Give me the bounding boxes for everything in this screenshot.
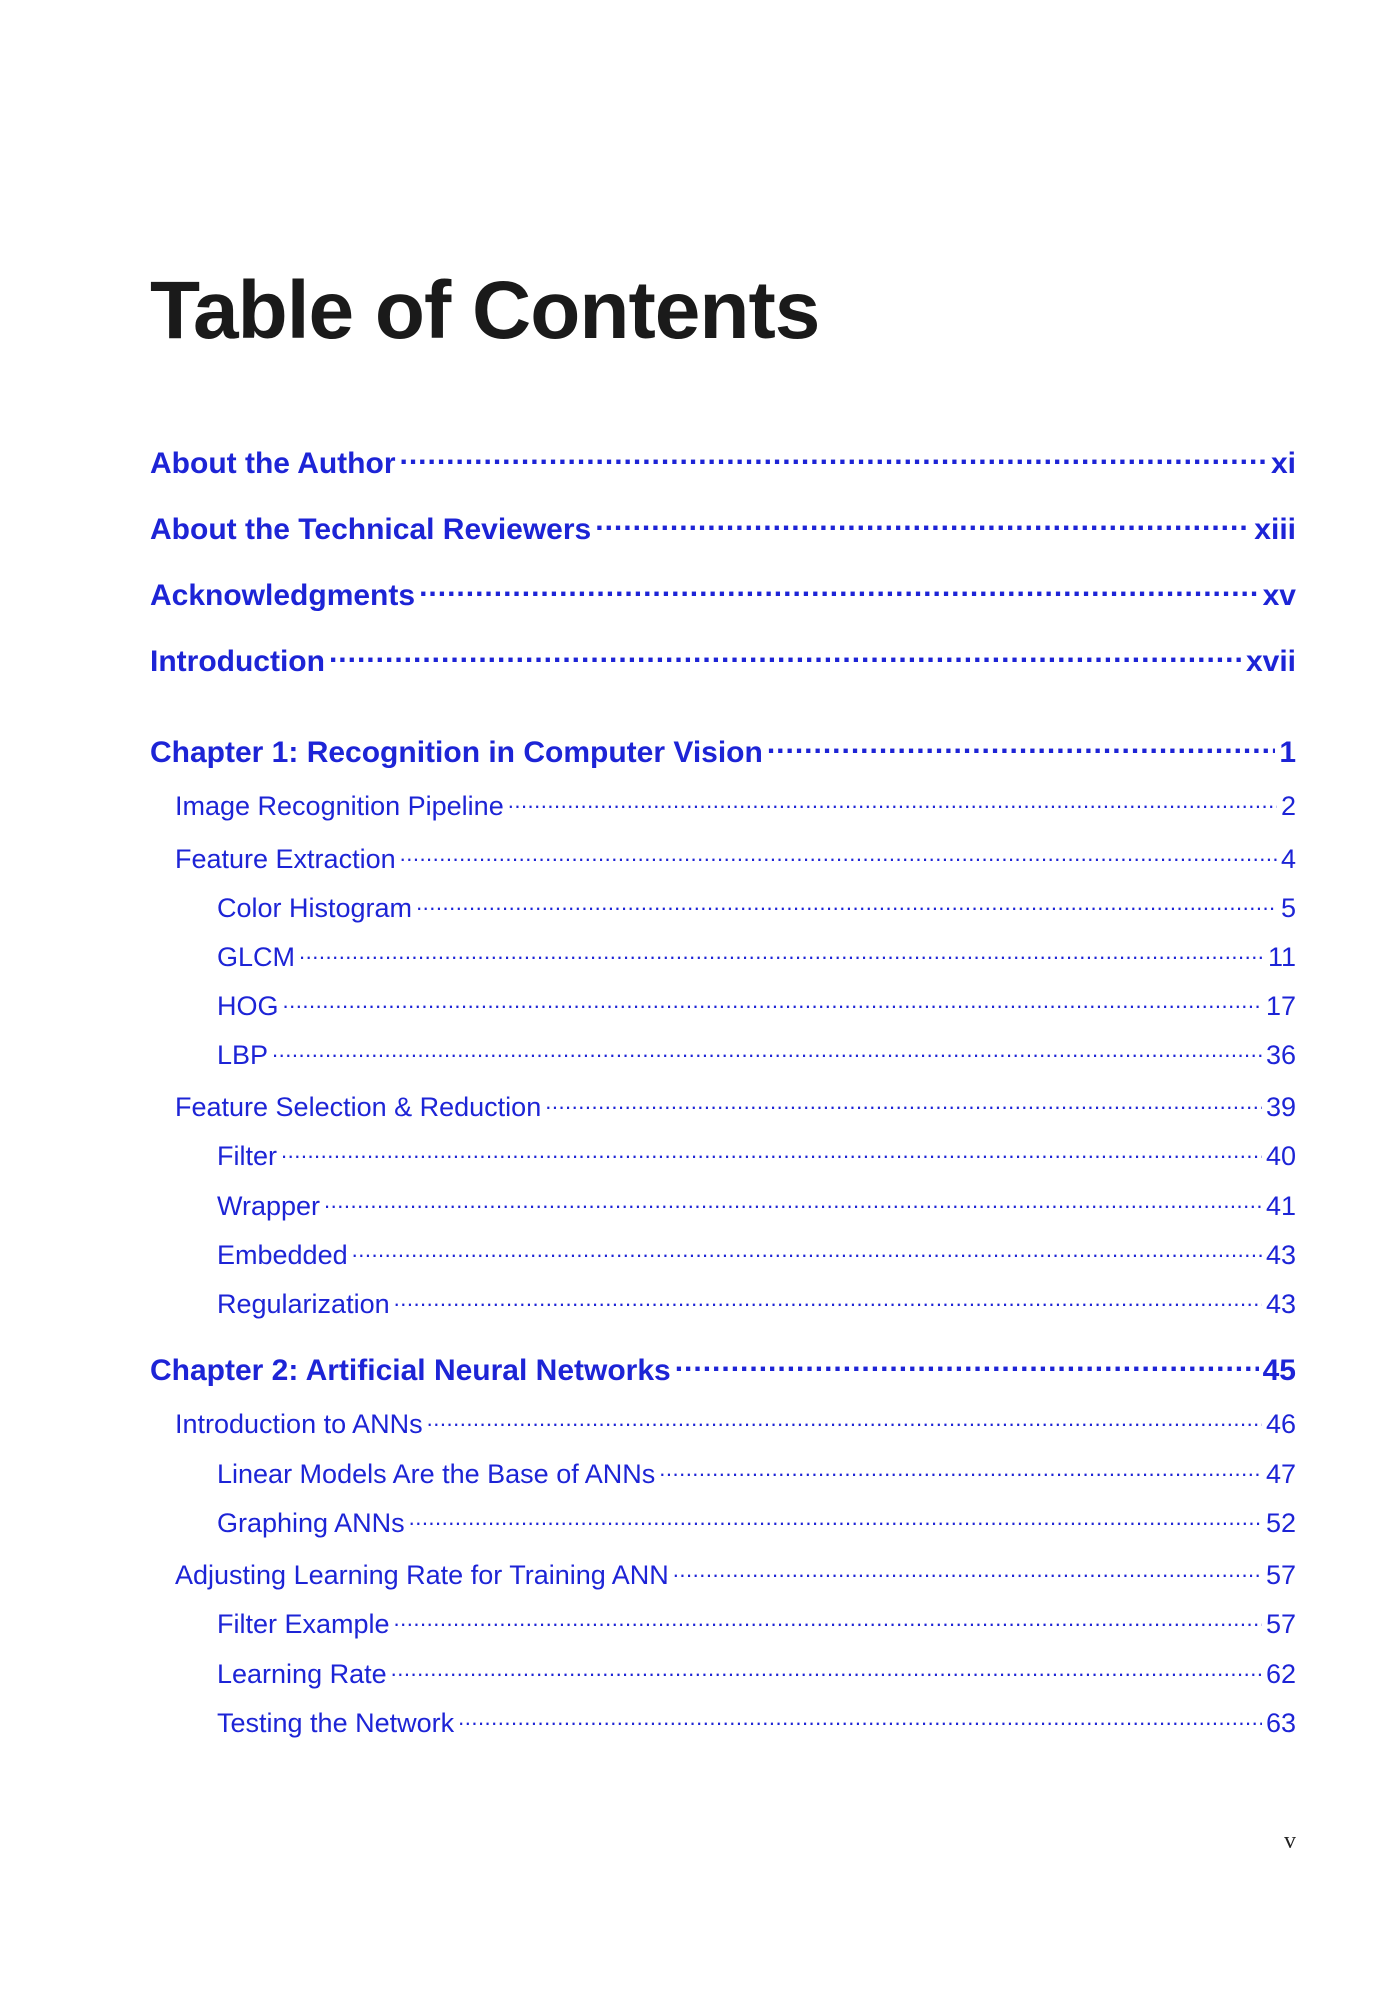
toc-entry-label: Introduction to ANNs bbox=[175, 1409, 423, 1439]
toc-entry-label: Linear Models Are the Base of ANNs bbox=[217, 1459, 656, 1489]
dot-leader bbox=[352, 1237, 1262, 1264]
toc-entry-filter[interactable] bbox=[217, 1138, 1296, 1172]
toc-entry-page: 52 bbox=[1265, 1508, 1296, 1538]
toc-entry-label: About the Author bbox=[150, 447, 396, 480]
toc-entry-page: 62 bbox=[1265, 1659, 1296, 1689]
toc-entry-color-histogram[interactable] bbox=[217, 890, 1296, 924]
toc-entry-chapter-1[interactable] bbox=[150, 732, 1296, 770]
toc-entry-introduction-to-anns[interactable] bbox=[175, 1406, 1296, 1440]
dot-leader bbox=[272, 1037, 1262, 1064]
toc-entry-label: About the Technical Reviewers bbox=[150, 513, 592, 546]
toc-entry-learning-rate[interactable] bbox=[217, 1656, 1296, 1690]
toc-entry-page: 5 bbox=[1280, 893, 1296, 923]
toc-entry-label: Feature Selection & Reduction bbox=[175, 1092, 542, 1122]
toc-entry-acknowledgments[interactable] bbox=[150, 575, 1296, 613]
toc-entry-lbp[interactable] bbox=[217, 1037, 1296, 1071]
toc-entry-label: Chapter 1: Recognition in Computer Vision bbox=[150, 736, 763, 769]
dot-leader bbox=[427, 1406, 1262, 1433]
toc-entry-about-the-author[interactable] bbox=[150, 443, 1296, 481]
dot-leader bbox=[394, 1286, 1262, 1313]
toc-entry-regularization[interactable] bbox=[217, 1286, 1296, 1320]
toc-entry-page: 43 bbox=[1265, 1289, 1296, 1319]
dot-leader bbox=[767, 732, 1275, 762]
toc-entry-label: Color Histogram bbox=[217, 893, 413, 923]
dot-leader bbox=[281, 1138, 1262, 1165]
toc-entry-label: Learning Rate bbox=[217, 1659, 387, 1689]
dot-leader bbox=[391, 1656, 1262, 1683]
toc-entry-page: 1 bbox=[1279, 736, 1296, 769]
dot-leader bbox=[419, 575, 1259, 605]
toc-entry-label: LBP bbox=[217, 1040, 269, 1070]
toc-entry-filter-example[interactable] bbox=[217, 1606, 1296, 1640]
page-number: v bbox=[1284, 1828, 1296, 1854]
toc-entry-label: Adjusting Learning Rate for Training ANN bbox=[175, 1560, 669, 1590]
toc-entry-page: 57 bbox=[1265, 1609, 1296, 1639]
toc-entry-label: Feature Extraction bbox=[175, 844, 396, 874]
toc-entry-page: 46 bbox=[1265, 1409, 1296, 1439]
toc-entry-page: 63 bbox=[1265, 1708, 1296, 1738]
toc-entry-label: Introduction bbox=[150, 645, 325, 678]
toc-entry-introduction[interactable] bbox=[150, 641, 1296, 679]
dot-leader bbox=[508, 788, 1277, 815]
dot-leader bbox=[458, 1705, 1262, 1732]
dot-leader bbox=[416, 890, 1277, 917]
toc-entry-page: xv bbox=[1262, 579, 1296, 612]
dot-leader bbox=[283, 988, 1262, 1015]
toc-entry-page: 36 bbox=[1265, 1040, 1296, 1070]
toc-entry-label: Regularization bbox=[217, 1289, 390, 1319]
toc-entry-about-the-technical-reviewers[interactable] bbox=[150, 509, 1296, 547]
dot-leader bbox=[299, 939, 1264, 966]
toc-entry-embedded[interactable] bbox=[217, 1237, 1296, 1271]
dot-leader bbox=[400, 443, 1267, 473]
toc-entry-label: Chapter 2: Artificial Neural Networks bbox=[150, 1354, 671, 1387]
toc-entry-page: 45 bbox=[1262, 1354, 1296, 1387]
toc-entry-label: Embedded bbox=[217, 1240, 348, 1270]
dot-leader bbox=[545, 1089, 1262, 1116]
dot-leader bbox=[675, 1350, 1259, 1380]
toc-entry-page: 57 bbox=[1265, 1560, 1296, 1590]
toc-entry-page: 40 bbox=[1265, 1141, 1296, 1171]
toc-entry-label: Filter Example bbox=[217, 1609, 390, 1639]
dot-leader bbox=[595, 509, 1250, 539]
dot-leader bbox=[409, 1505, 1262, 1532]
toc-entry-page: 4 bbox=[1280, 844, 1296, 874]
toc-entry-label: Wrapper bbox=[217, 1191, 321, 1221]
toc-entry-linear-models[interactable] bbox=[217, 1456, 1296, 1490]
toc-entry-page: xi bbox=[1270, 447, 1296, 480]
toc-entry-label: Acknowledgments bbox=[150, 579, 416, 612]
toc-entry-label: Graphing ANNs bbox=[217, 1508, 405, 1538]
toc-entry-testing-the-network[interactable] bbox=[217, 1705, 1296, 1739]
dot-leader bbox=[329, 641, 1242, 671]
toc-entry-page: 43 bbox=[1265, 1240, 1296, 1270]
toc-entry-hog[interactable] bbox=[217, 988, 1296, 1022]
dot-leader bbox=[673, 1557, 1262, 1584]
toc-entry-label: GLCM bbox=[217, 942, 296, 972]
dot-leader bbox=[394, 1606, 1262, 1633]
dot-leader bbox=[400, 841, 1277, 868]
toc-entry-label: Image Recognition Pipeline bbox=[175, 791, 504, 821]
toc-entry-page: 2 bbox=[1280, 791, 1296, 821]
toc-entry-page: 47 bbox=[1265, 1459, 1296, 1489]
toc-entry-page: 39 bbox=[1265, 1092, 1296, 1122]
toc-entry-label: HOG bbox=[217, 991, 279, 1021]
toc-entry-glcm[interactable] bbox=[217, 939, 1296, 973]
toc-entry-page: xvii bbox=[1245, 645, 1296, 678]
toc-entry-page: xiii bbox=[1254, 513, 1296, 546]
toc-entry-adjusting-learning-rate[interactable] bbox=[175, 1557, 1296, 1591]
toc-entry-label: Testing the Network bbox=[217, 1708, 455, 1738]
toc-entry-page: 11 bbox=[1267, 942, 1296, 972]
toc-entry-image-recognition-pipeline[interactable] bbox=[175, 788, 1296, 822]
toc-entry-wrapper[interactable] bbox=[217, 1188, 1296, 1222]
dot-leader bbox=[324, 1188, 1262, 1215]
toc-entry-label: Filter bbox=[217, 1141, 277, 1171]
dot-leader bbox=[659, 1456, 1262, 1483]
page-title: Table of Contents bbox=[150, 265, 820, 356]
toc-entry-feature-extraction[interactable] bbox=[175, 841, 1296, 875]
toc-entry-graphing-anns[interactable] bbox=[217, 1505, 1296, 1539]
toc-entry-page: 17 bbox=[1265, 991, 1296, 1021]
toc-entry-feature-selection-reduction[interactable] bbox=[175, 1089, 1296, 1123]
toc-entry-chapter-2[interactable] bbox=[150, 1350, 1296, 1388]
toc-entry-page: 41 bbox=[1265, 1191, 1296, 1221]
